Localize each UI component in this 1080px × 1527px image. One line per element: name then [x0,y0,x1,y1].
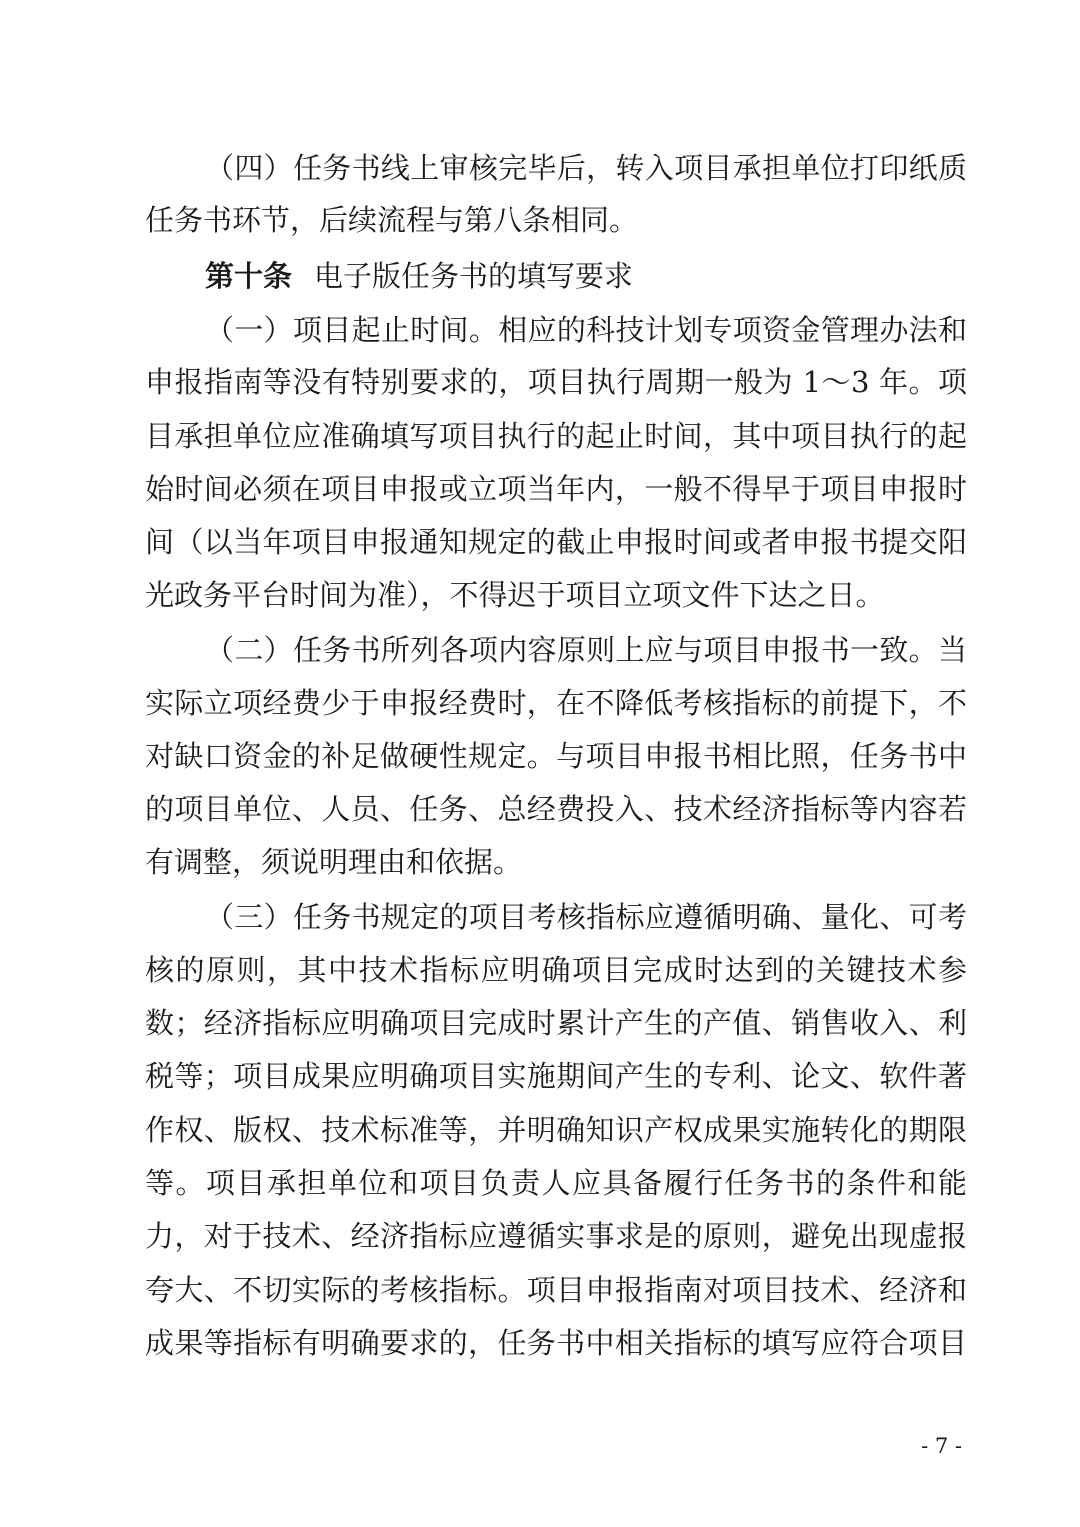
item-2-line-3: 对缺口资金的补足做硬性规定。与项目申报书相比照，任务书中 [145,739,967,773]
item-1-line-4: 始时间必须在项目申报或立项当年内，一般不得早于项目申报时 [145,472,967,506]
item-2-line-5: 有调整，须说明理由和依据。 [145,845,523,879]
item-1-line-3: 目承担单位应准确填写项目执行的起止时间，其中项目执行的起 [145,419,967,453]
item-1-line-6: 光政务平台时间为准），不得迟于项目立项文件下达之日。 [145,578,885,612]
article-10-title: 电子版任务书的填写要求 [314,259,634,293]
paragraph-4-line-1: （四）任务书线上审核完毕后，转入项目承担单位打印纸质 [205,151,967,185]
item-3-line-2: 核的原则，其中技术指标应明确项目完成时达到的关键技术参 [145,953,967,987]
item-3-line-8: 夸大、不切实际的考核指标。项目申报指南对项目技术、经济和 [145,1273,967,1307]
item-1-line-2: 申报指南等没有特别要求的，项目执行周期一般为 1～3 年。项 [145,365,967,399]
article-10-heading [205,250,633,302]
paragraph-4-line-2: 任务书环节，后续流程与第八条相同。 [145,203,639,237]
item-3-line-3: 数；经济指标应明确项目完成时累计产生的产值、销售收入、利 [145,1006,967,1040]
article-10-label: 第十条 [205,259,293,293]
item-3-line-4: 税等；项目成果应明确项目实施期间产生的专利、论文、软件著 [145,1059,967,1093]
item-3-line-6: 等。项目承担单位和项目负责人应具备履行任务书的条件和能 [145,1166,967,1200]
item-2-line-1: （二）任务书所列各项内容原则上应与项目申报书一致。当 [205,633,967,667]
item-3-line-1: （三）任务书规定的项目考核指标应遵循明确、量化、可考 [205,900,967,934]
page-number: - 7 - [921,1434,962,1458]
item-3-line-7: 力，对于技术、经济指标应遵循实事求是的原则，避免出现虚报 [145,1219,967,1253]
item-1-line-1: （一）项目起止时间。相应的科技计划专项资金管理办法和 [205,313,967,347]
item-3-line-9: 成果等指标有明确要求的，任务书中相关指标的填写应符合项目 [145,1326,967,1360]
item-1-line-5: 间（以当年项目申报通知规定的截止申报时间或者申报书提交阳 [145,525,967,559]
item-2-line-2: 实际立项经费少于申报经费时，在不降低考核指标的前提下，不 [145,686,967,720]
item-2-line-4: 的项目单位、人员、任务、总经费投入、技术经济指标等内容若 [145,792,967,826]
item-3-line-5: 作权、版权、技术标准等，并明确知识产权成果实施转化的期限 [145,1113,967,1147]
